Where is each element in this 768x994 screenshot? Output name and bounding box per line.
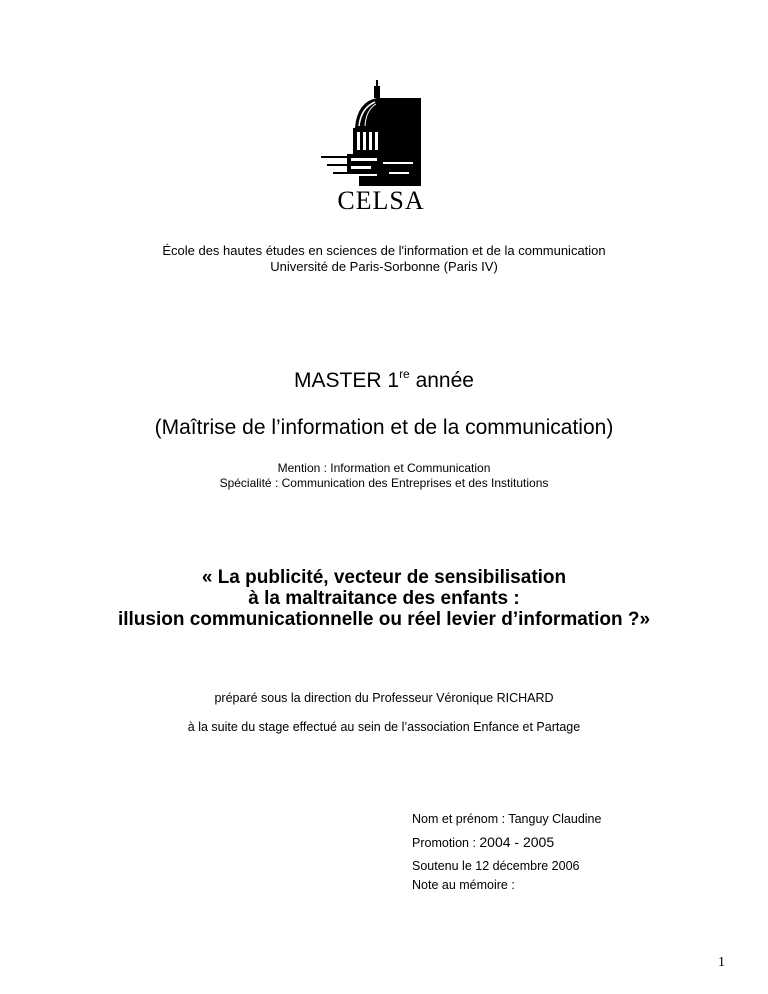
promotion-label: Promotion : [412, 836, 480, 850]
mention-line: Mention : Information et Communication [277, 461, 491, 475]
internship-line: à la suite du stage effectué au sein de l’association Enfance et Partage [187, 720, 581, 734]
supervisor-line: préparé sous la direction du Professeur Véronique RICHARD [214, 691, 554, 705]
degree-title-superscript: re [399, 367, 410, 381]
thesis-grade: Note au mémoire : [412, 878, 515, 892]
defense-date: Soutenu le 12 décembre 2006 [412, 859, 580, 873]
promotion-years: 2004 - 2005 [479, 834, 555, 850]
logo-wordmark: CELSA [337, 186, 425, 215]
specialite-line: Spécialité : Communication des Entreprises et des Institutions [219, 476, 549, 490]
thesis-title-line-1: « La publicité, vecteur de sensibilisation [201, 567, 567, 588]
university-name: Université de Paris-Sorbonne (Paris IV) [270, 259, 498, 274]
thesis-title-line-3: illusion communicationnelle ou réel levier d’information ?» [117, 609, 651, 630]
student-name: Nom et prénom : Tanguy Claudine [412, 812, 602, 826]
thesis-title-line-2: à la maltraitance des enfants : [248, 588, 520, 609]
degree-title-suffix: année [409, 369, 474, 392]
degree-subtitle: (Maîtrise de l’information et de la communication) [154, 416, 614, 439]
degree-title-prefix: MASTER 1 [294, 369, 400, 392]
promotion-line [412, 834, 554, 851]
degree-title [0, 368, 768, 394]
school-name: École des hautes études en sciences de l'information et de la communication [162, 243, 606, 258]
page-number: 1 [718, 955, 725, 970]
